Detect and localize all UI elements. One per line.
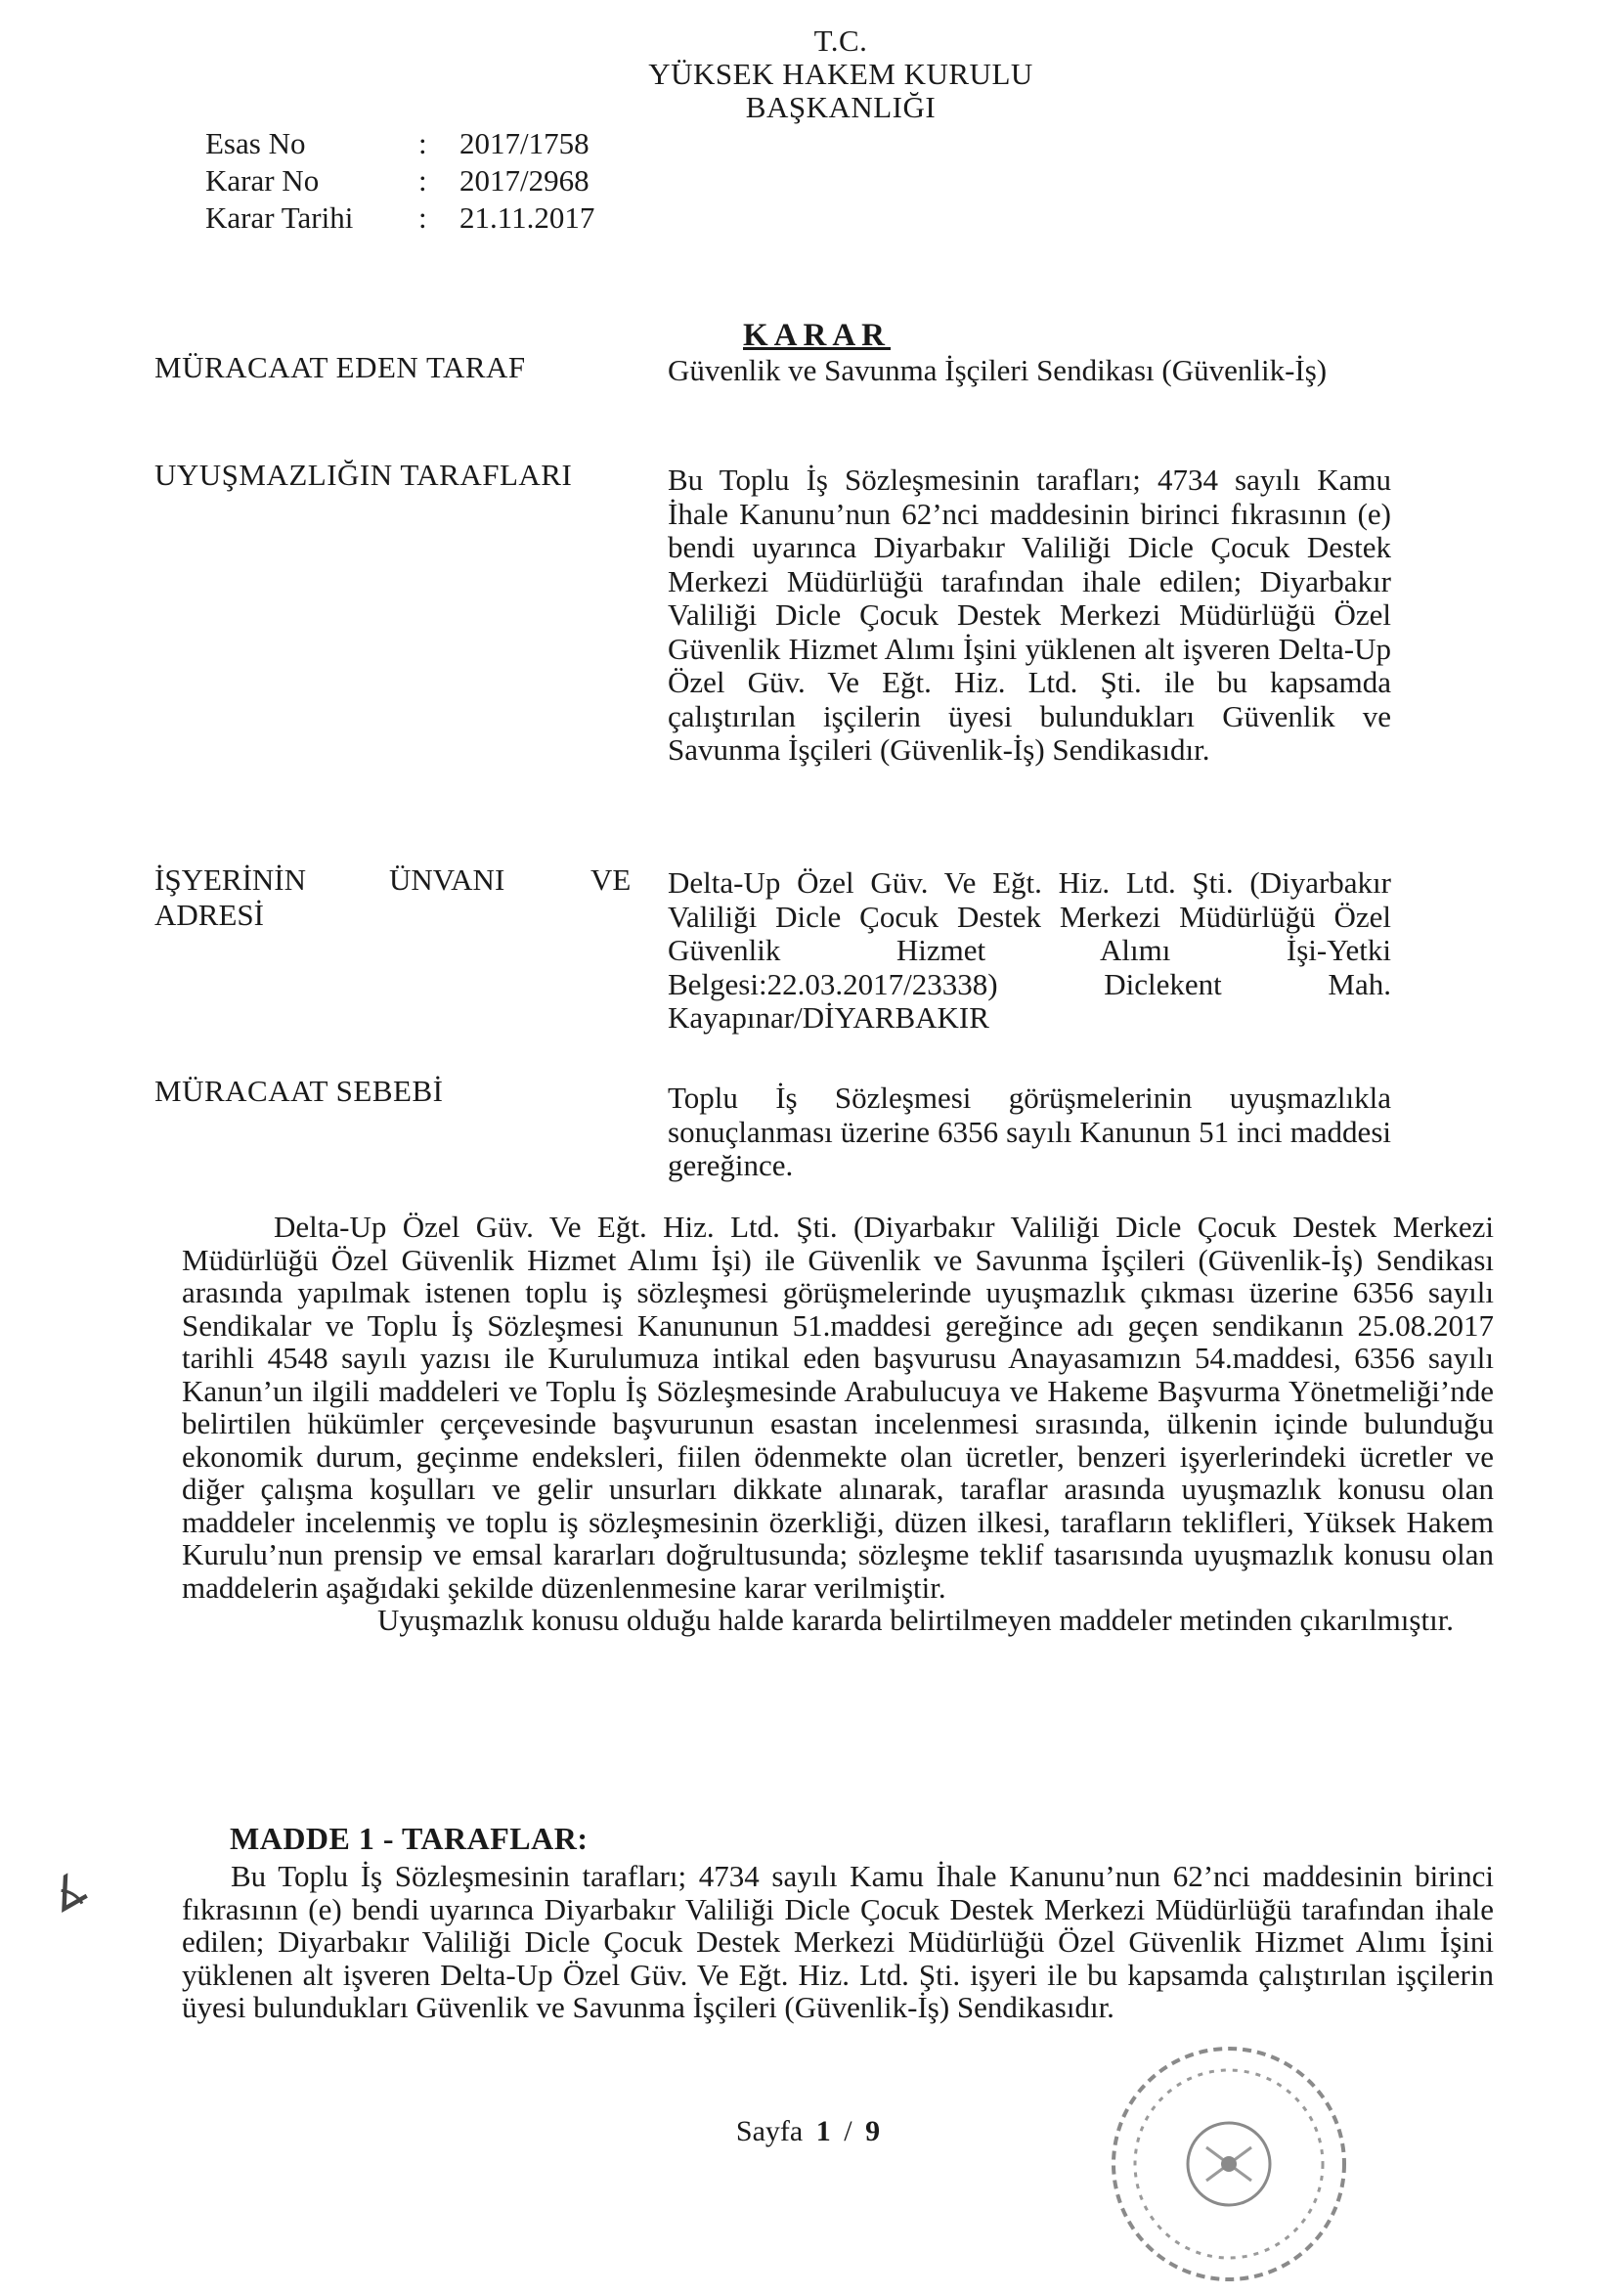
header-tc: T.C.: [813, 23, 868, 58]
header-office: BAŞKANLIĞI: [745, 90, 937, 124]
meta-value: 2017/1758: [459, 126, 590, 160]
text-reason: Toplu İş Sözleşmesi görüşmelerinin uyuşmazlıkla sonuçlanması üzerine 6356 sayılı Kanunun 51 inci maddesi gereğince.: [668, 1081, 1391, 1182]
meta-colon: :: [418, 200, 427, 235]
label-workplace-line2: ADRESİ: [154, 898, 264, 932]
article-1-text: [182, 1860, 1494, 2024]
meta-key: Karar Tarihi: [205, 200, 354, 235]
footer-prefix: Sayfa: [735, 2115, 804, 2147]
meta-row-tarih: [205, 199, 616, 237]
header-institution: YÜKSEK HAKEM KURULU: [648, 57, 1033, 91]
body-paragraph: Uyuşmazlık konusu olduğu halde kararda belirtilmeyen maddeler metinden çıkarılmıştır.: [377, 1603, 1455, 1637]
label-workplace: [154, 862, 643, 933]
article-1-paragraph: Bu Toplu İş Sözleşmesinin tarafları; 4734 sayılı Kamu İhale Kanunu’nun 62’nci maddesinin birinci fıkrasının (e) bendi uyarınca Diyarbakır Valiliği Dicle Çocuk Destek Merkezi Müdürlüğü tarafından ihale edilen; Diyarbakır Valiliği Dicle Çocuk Destek Merkezi Müdürlüğü Özel Güvenlik Hizmet Alımı İşini yüklenen alt işveren Delta-Up Özel Güv. Ve Eğt. Hiz. Ltd. Şti. işyeri ile bu kapsamda çalıştırılan işçilerin üyesi bulundukları Güvenlik ve Savunma İşçileri (Güvenlik-İş) Sendikasıdır.: [182, 1859, 1494, 2024]
meta-row-esas: [205, 125, 616, 162]
text-applicant: Güvenlik ve Savunma İşçileri Sendikası (Güvenlik-İş): [668, 353, 1328, 387]
decision-title: KARAR: [743, 318, 891, 353]
handwritten-initial-mark: ∡: [39, 1862, 98, 1923]
footer-separator: /: [844, 2115, 852, 2147]
meta-value: 21.11.2017: [459, 200, 595, 235]
meta-colon: :: [418, 163, 427, 198]
label-parties: UYUŞMAZLIĞIN TARAFLARI: [154, 458, 573, 492]
footer-page-number: 1: [815, 2115, 831, 2147]
meta-key: Karar No: [205, 163, 320, 198]
label-workplace-w2: ÜNVANI: [389, 862, 505, 897]
case-meta: [205, 125, 616, 243]
decision-body: [182, 1211, 1494, 1637]
label-workplace-line1: [154, 862, 643, 898]
text-workplace: Delta-Up Özel Güv. Ve Eğt. Hiz. Ltd. Şti. (Diyarbakır Valiliği Dicle Çocuk Destek Merkezi Müdürlüğü Özel Güvenlik Hizmet Alımı İşi-Yetki Belgesi:22.03.2017/23338) Diclekent Mah. Kayapınar/DİYARBAKIR: [668, 865, 1391, 1035]
body-paragraph: Delta-Up Özel Güv. Ve Eğt. Hiz. Ltd. Şti. (Diyarbakır Valiliği Dicle Çocuk Destek Merkezi Müdürlüğü Özel Güvenlik Hizmet Alımı İşi) ile Güvenlik ve Savunma İşçileri (Güvenlik-İş) Sendikası arasında yapılmak istenen toplu iş sözleşmesi görüşmelerinde uyuşmazlık çıkması üzerine 6356 sayılı Sendikalar ve Toplu İş Sözleşmesi Kanununun 51.maddesi gereğince adı geçen sendikanın 25.08.2017 tarihli 4548 sayılı yazısı ile Kurulumuza intikal eden başvurusu Anayasamızın 54.maddesi, 6356 sayılı Kanun’un ilgili maddeleri ve Toplu İş Sözleşmesinde Arabulucuya ve Hakeme Başvurma Yönetmeliği’nde belirtilen hükümler çerçevesinde başvurunun esastan incelenmesi sırasında, ülkenin içinde bulunduğu ekonomik durum, geçinme endeksleri, fiilen ödenmekte olan ücretler, benzeri işyerlerindeki ücretler ve diğer çalışma koşulları ve gelir unsurları dikkate alınarak, taraflar arasında uyuşmazlık konusu olan maddeler incelenmiş ve toplu iş sözleşmesinin özerkliği, düzen ilkesi, tarafların teklifleri, Yüksek Hakem Kurulu’nun prensip ve emsal kararları doğrultusunda; sözleşme teklif tasarısında uyuşmazlık konusu olan maddelerin aşağıdaki şekilde düzenlenmesine karar verilmiştir.: [182, 1210, 1494, 1605]
label-workplace-w3: VE: [590, 862, 632, 897]
page-footer: [0, 2115, 1616, 2148]
meta-row-karar: [205, 162, 616, 199]
label-applicant: MÜRACAAT EDEN TARAF: [154, 350, 526, 384]
footer-page-total: 9: [865, 2115, 881, 2147]
label-reason: MÜRACAAT SEBEBİ: [154, 1074, 444, 1108]
text-parties: Bu Toplu İş Sözleşmesinin tarafları; 4734 sayılı Kamu İhale Kanunu’nun 62’nci maddesinin birinci fıkrasının (e) bendi uyarınca Diyarbakır Valiliği Dicle Çocuk Destek Merkezi Müdürlüğü tarafından ihale edilen; Diyarbakır Valiliği Dicle Çocuk Destek Merkezi Müdürlüğü Özel Güvenlik Hizmet Alımı İşini yüklenen alt işveren Delta-Up Özel Güv. Ve Eğt. Hiz. Ltd. Şti. ile bu kapsamda çalıştırılan işçilerin üyesi bulundukları Güvenlik ve Savunma İşçileri (Güvenlik-İş) Sendikasıdır.: [668, 463, 1391, 767]
meta-colon: :: [418, 126, 427, 160]
article-1-heading: MADDE 1 - TARAFLAR:: [230, 1821, 589, 1856]
meta-value: 2017/2968: [459, 163, 590, 198]
official-seal-stamp-icon: [1097, 2032, 1361, 2296]
meta-key: Esas No: [205, 126, 306, 160]
label-workplace-w1: İŞYERİNİN: [154, 862, 306, 897]
